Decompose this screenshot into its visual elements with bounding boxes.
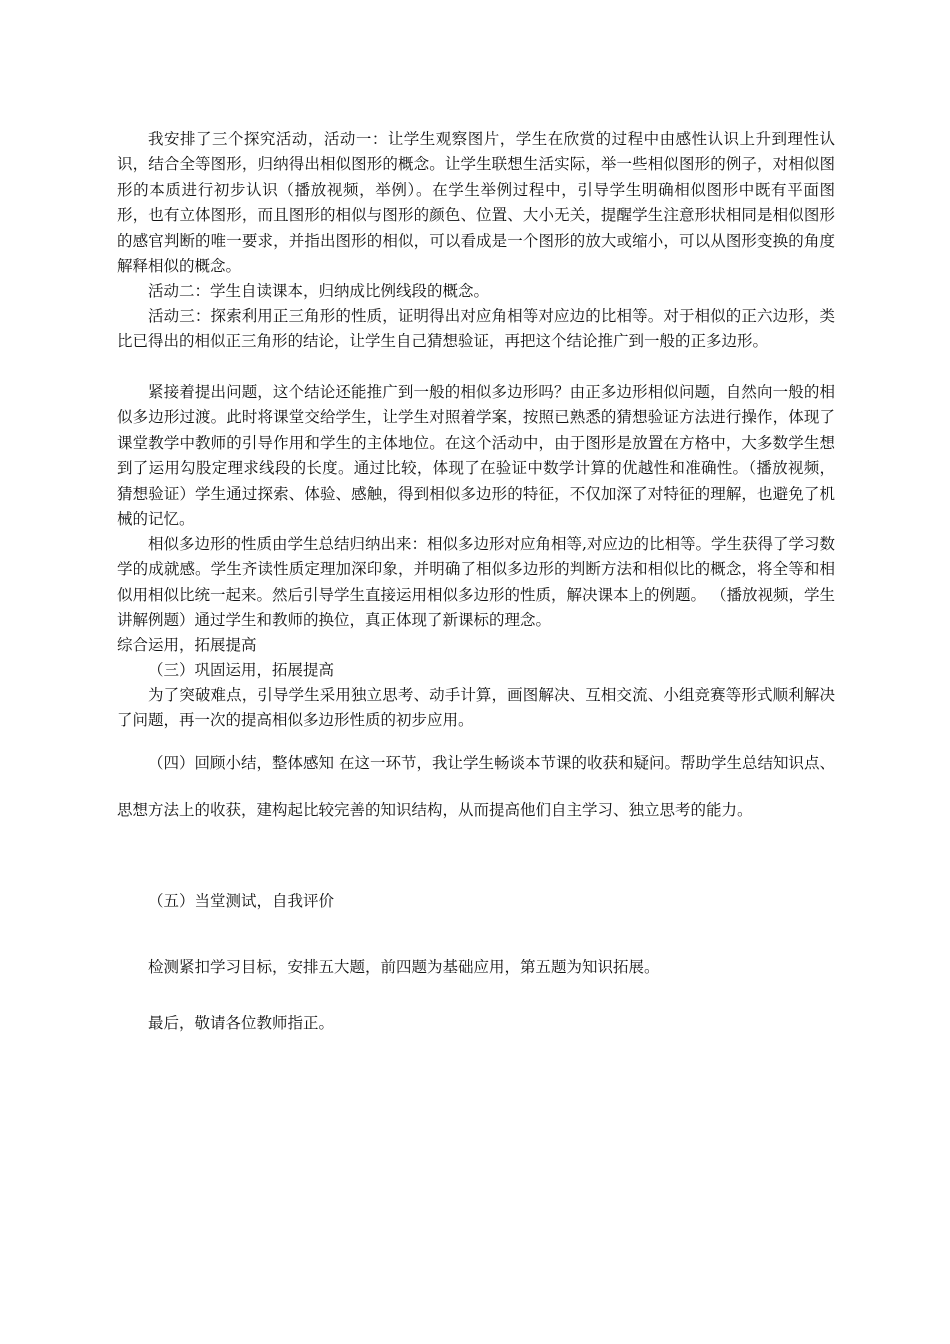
paragraph-polygon-extension: 紧接着提出问题，这个结论还能推广到一般的相似多边形吗？由正多边形相似问题，自然向一般的相似多边形过渡。此时将课堂交给学生，让学生对照着学案，按照已熟悉的猜想验证方法进行操作，体现了课堂教学中教师的引导作用和学生的主体地位。在这个活动中，由于图形是放置在方格中，大多数学生想到了运用勾股定理求线段的长度。通过比较，体现了在验证中数学计算的优越性和准确性。（播放视频，猜想验证）学生通过探索、体验、感触，得到相似多边形的特征，不仅加深了对特征的理解，也避免了机械的记忆。	[117, 383, 835, 529]
section-three-title: （三）巩固运用，拓展提高	[148, 661, 335, 679]
heading-comprehensive-application: 综合运用，拓展提高	[117, 636, 257, 654]
paragraph-activity-two: 活动二：学生自读课本，归纳成比例线段的概念。	[148, 282, 490, 300]
section-five-title: （五）当堂测试，自我评价	[148, 892, 335, 910]
paragraph-activity-three: 活动三：探索利用正三角形的性质，证明得出对应角相等对应边的比相等。对于相似的正六边形，类比已得出的相似正三角形的结论，让学生自己猜想验证，再把这个结论推广到一般的正多边形。	[117, 307, 835, 351]
paragraph-closing: 最后，敬请各位教师指正。	[148, 1014, 335, 1032]
paragraph-test: 检测紧扣学习目标，安排五大题，前四题为基础应用，第五题为知识拓展。	[148, 958, 660, 976]
section-four-summary: （四）回顾小结，整体感知 在这一环节，我让学生畅谈本节课的收获和疑问。帮助学生总结知识点、思想方法上的收获，建构起比较完善的知识结构，从而提高他们自主学习、独立思考的能力。	[117, 754, 835, 819]
paragraph-activity-one: 我安排了三个探究活动，活动一：让学生观察图片，学生在欣赏的过程中由感性认识上升到理性认识，结合全等图形，归纳得出相似图形的概念。让学生联想生活实际，举一些相似图形的例子，对相似图形的本质进行初步认识（播放视频，举例）。在学生举例过程中，引导学生明确相似图形中既有平面图形，也有立体图形，而且图形的相似与图形的颜色、位置、大小无关，提醒学生注意形状相同是相似图形的感官判断的唯一要求，并指出图形的相似，可以看成是一个图形的放大或缩小，可以从图形变换的角度解释相似的概念。	[117, 130, 835, 276]
paragraph-difficulty: 为了突破难点，引导学生采用独立思考、动手计算，画图解决、互相交流、小组竞赛等形式顺利解决了问题，再一次的提高相似多边形性质的初步应用。	[117, 686, 835, 730]
paragraph-polygon-properties: 相似多边形的性质由学生总结归纳出来：相似多边形对应角相等,对应边的比相等。学生获得了学习数学的成就感。学生齐读性质定理加深印象，并明确了相似多边形的判断方法和相似比的概念，将全等和相似用相似比统一起来。然后引导学生直接运用相似多边形的性质，解决课本上的例题。 （播放视频，学生讲解例题）通过学生和教师的换位，真正体现了新课标的理念。	[117, 535, 835, 630]
